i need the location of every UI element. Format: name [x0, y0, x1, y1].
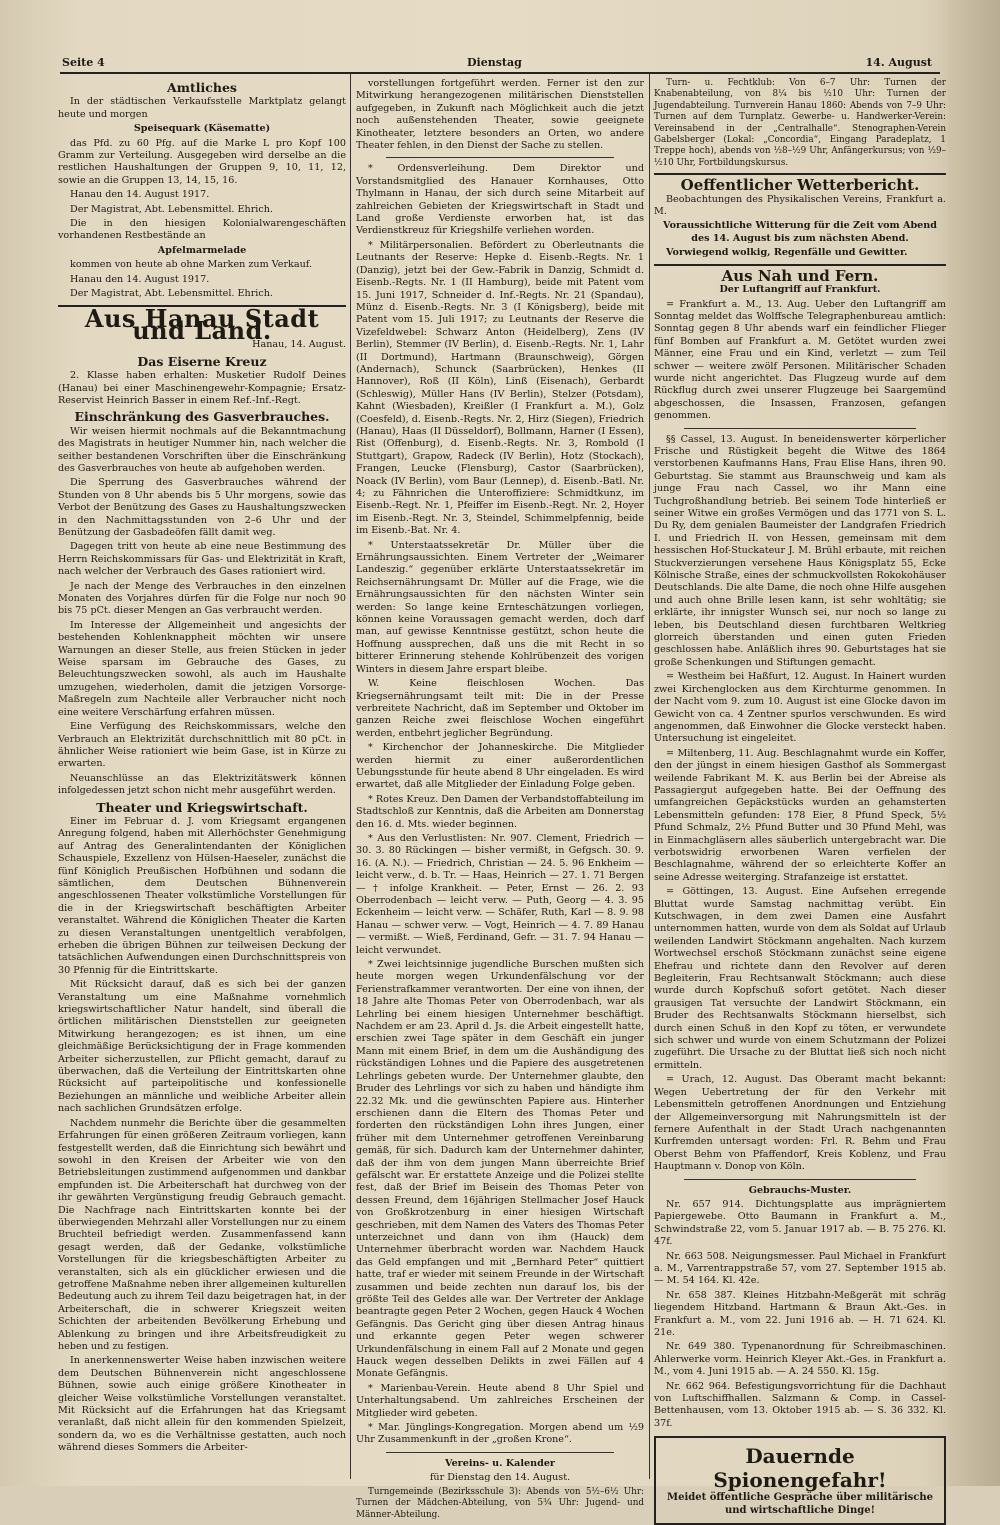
dateline: Hanau, 14. August.	[252, 339, 346, 351]
notice-text: In der städtischen Verkaufsstelle Marktplatz gelangt heute und morgen	[58, 96, 346, 120]
article-heading: Einschränkung des Gasverbrauches.	[74, 409, 330, 425]
article-text: vorstellungen fortgeführt werden. Ferner ist den zur Mitwirkung herangezogenen militärischen Dienststellen aufgegeben, in Zukunft nach Möglichkeit auch die jetzt noch außenstehenden Theater, sowie geeignete Kinotheater, letztere besonders an Orten, wo andere Theater fehlen, in den Dienst der Sache zu stellen.	[356, 78, 644, 152]
news-item: * Kirchenchor der Johanneskirche. Die Mitglieder werden hiermit zu einer außerordentlichen Uebungsstunde für heute abend 8 Uhr eingeladen. Es wird erwartet, daß alle Mitglieder der Einladung Folge geben.	[356, 742, 644, 791]
column-2	[356, 78, 644, 1520]
news-item: * Mar. Jünglings-Kongregation. Morgen abend um ½9 Uhr Zusammenkunft in der „großen Krone“.	[356, 1422, 644, 1446]
notice-signature: Der Magistrat, Abt. Lebensmittel. Ehrich.	[70, 288, 273, 300]
section-rule	[654, 264, 946, 266]
article-rule	[684, 1179, 916, 1180]
news-item: * Militärpersonalien. Befördert zu Oberleutnants die Leutnants der Reserve: Hepke d. Eisenb.-Regts. Nr. 1 (Danzig), jetzt bei der Gew.-Fabrik in Danzig, Schmidt d. Eisenb.-Regts. Nr. 1 (II Hamburg), beide mit Patent vom 15. Juni 1917, Schneider d. Inf.-Regts. Nr. 21 (Spandau), Münz d. Eisenb.-Regts. Nr. 3 (I Königsberg), beide mit Patent vom 15. Juli 1917; zu Leutnants der Reserve die Vizefeldwebel: Schwarz Anton (Heidelberg), Zens (IV Berlin), Stemmer (IV Berlin), d. Eisenb.-Regts. Nr. 1, Lahr (II Dortmund), Hartmann (Braunschweig), Görgen (Andernach), Schunck (Saarbrücken), Henkes (II Hannover), Roß (II Köln), Linß (Eisenach), Gerbardt (Schleswig), Müller Hans (IV Berlin), Stelzer (Potsdam), Kahnt (Wiesbaden), Kreißler (I Frankfurt a. M.), Golz (Coesfeld), d. Eisenb.-Regts. Nr. 2, Hirz (Siegen), Friedrich (Hanau), Haas (II Düsseldorf), Bollmann, Harner (I Essen), Rist (Offenburg), d. Eisenb.-Regts. Nr. 3, Rombold (I Stuttgart), Grapow, Radeck (IV Berlin), Hotz (Stockach), Frangen, Leucke (Flensburg), Castor (Saarbrücken), Noack (IV Berlin), vom Baur (Lennep), d. Eisenb.-Batl. Nr. 4; zu Fähnrichen die Unteroffiziere: Schmidtkunz, im Eisenb.-Regt. Nr. 1, Pfeiffer im Eisenb.-Regt. Nr. 2, Hoyer im Eisenb.-Regt. Nr. 3, Steindel, Schimmelpfennig, beide im Eisenb.-Bat. Nr. 4.	[356, 239, 644, 537]
patents-heading: Gebrauchs-Muster.	[748, 1184, 852, 1196]
weather-forecast: Vorwiegend wolkig, Regenfälle und Gewitter.	[666, 247, 908, 259]
column-divider	[350, 74, 351, 1479]
article-text: Eine Verfügung des Reichskommissars, welche den Verbrauch an Elektrizität durchschnittlich mit 80 pCt. in ähnlicher Weise rationiert wie beim Gase, ist in Kürze zu erwarten.	[58, 721, 346, 770]
weather-heading: Oeffentlicher Wetterbericht.	[680, 176, 920, 195]
notice-signature: Der Magistrat, Abt. Lebensmittel. Ehrich.	[70, 203, 273, 215]
news-item: * Zwei leichtsinnige jugendliche Burschen mußten sich heute morgen wegen Urkundenfälschung vor der Ferienstrafkammer verantworten. Der eine von ihnen, der 18 Jahre alte Thomas Peter von Oberrodenbach, war als Lehrling bei einem hiesigen Unternehmer beschäftigt. Nachdem er am 23. April d. Js. die Arbeit eingestellt hatte, erschien zwei Tage später in dem Geschäft ein junger Mann mit einem Brief, in dem um die Aushändigung des rückständigen Lohnes und die Papiere des ausgetretenen Lehrlings gebeten wurde. Der Unternehmer glaubte, den Bruder des Lehrlings vor sich zu haben und händigte ihm 22.32 Mk. und die gewünschten Papiere aus. Hinterher erschienen dann die Eltern des Thomas Peter und forderten den rückständigen Lohn ihres Jungen, einer früher mit dem Unternehmer getroffenen Vereinbarung gemäß, für sich. Dadurch kam der Unternehmer dahinter, daß der ihm von dem jungen Mann überreichte Brief gefälscht war. Er erstattete Anzeige und die Polizei stellte fest, daß der Brief im Beisein des Thomas Peter von dessen Freund, dem 16jährigen Stellmacher Josef Hauck von Großkrotzenburg in einer hiesigen Wirtschaft geschrieben, mit dem Namen des Vaters des Thomas Peter unterzeichnet und dann von ihm (Hauck) dem Unternehmer überbracht worden war. Nachdem Hauck das Geld empfangen und mit „Bernhard Peter“ quittiert hatte, traf er wieder mit seinem Freunde in der Wirtschaft zusammen und beide zechten nun darauf los, bis der größte Teil des Geldes alle war. Der Vertreter der Anklage beantragte gegen Peter 2 Wochen, gegen Hauck 4 Wochen Gefängnis. Das Gericht ging über diesen Antrag hinaus und erkannte gegen Peter wegen schwerer Urkundenfälschung in einem Fall auf 2 Monate und gegen Hauck wegen desselben Delikts in zwei Fällen auf 4 Monate Gefängnis.	[356, 959, 644, 1380]
notice-product: Speisequark (Käsematte)	[133, 123, 271, 135]
notice-text: Die in den hiesigen Kolonialwarengeschäften vorhandenen Restbestände an	[58, 218, 346, 242]
calendar-entry: Turngemeinde (Bezirksschule 3): Abends von 5½–6½ Uhr: Turnen der Mädchen-Abteilung, von 5¾ Uhr: Jugend- und Männer-Abteilung.	[356, 1486, 644, 1520]
article-text: Im Interesse der Allgemeinheit und angesichts der bestehenden Kohlenknappheit möchten wir unsere Warnungen an dieser Stelle, aus freien Stücken in jeder Weise sparsam im Gebrauche des Gases, zu Beleuchtungszwecken sowohl, als auch im Haushalte umzugehen, wiederholen, damit die jetzigen Vorsorge-Maßregeln zum Nachteile aller Verbraucher nicht noch eine weitere Verschärfung erfahren müssen.	[58, 619, 346, 718]
amtliches-heading: Amtliches	[167, 80, 237, 95]
section-heading: Aus Nah und Fern.	[721, 266, 879, 285]
news-item: = Miltenberg, 11. Aug. Beschlagnahmt wurde ein Koffer, den der jüngst in einem hiesigen Gasthof als Sommergast weilende Fabrikant M. K. aus Berlin bei der Abreise als Passagiergut aufgegeben hatte. Bei der Oeffnung des umfangreichen Gepäckstücks wurden an gehamsterten Lebensmitteln gefunden: 178 Eier, 8 Pfund Speck, 5½ Pfund Schmalz, 2½ Pfund Butter und 30 Pfund Mehl, was in Einmachgläsern alles säuberlich untergebracht war. Die verbotswidrig erworbenen Waren verfielen der Beschlagnahme, während der so erleichterte Koffer an seine Adresse weiterging. Strafanzeige ist erstattet.	[654, 747, 946, 883]
column-divider	[649, 74, 650, 1479]
weather-period: Voraussichtliche Witterung für die Zeit vom Abend des 14. August bis zum nächsten Abend.	[663, 220, 937, 244]
article-heading: Das Eiserne Kreuz	[137, 353, 267, 369]
news-item: = Göttingen, 13. August. Eine Aufsehen erregende Bluttat wurde Samstag nachmittag verübt. Ein Kutschwagen, in dem zwei Damen eine Ausfahrt unternommen hatten, wurde von dem als Soldat auf Urlaub weilenden Landwirt Stöckmann angehalten. Nach kurzem Wortwechsel erschoß Stöckmann zunächst seine eigene Ehefrau und richtete dann den Revolver auf deren Begleiterin, Frau Rechtsanwalt Stöckmann; auch diese wurde durch Kopfschuß sofort getötet. Nach dieser grausigen Tat versuchte der Landwirt Stöckmann, ein Bruder des Rechtsanwalts Stöckmann hierselbst, sich durch einen Schuß in den Kopf zu töten, er verwundete sich schwer und wurde von einem Schutzmann der Polizei zugeführt. Die Ursache zu der Bluttat ließ sich noch nicht ermitteln.	[654, 886, 946, 1071]
article-text: Wir weisen hiermit nochmals auf die Bekanntmachung des Magistrats in heutiger Nummer hin, nach welcher die seither bestandenen Vorschriften über die Einschränkung des Gasverbrauches von heute ab aufgehoben werden.	[58, 425, 346, 474]
warning-text: Meidet öffentliche Gespräche über militärische und wirtschaftliche Dinge!	[667, 1492, 933, 1516]
news-item: = Westheim bei Haßfurt, 12. August. In Hainert wurden zwei Kirchenglocken aus dem Kirchturme genommen. In der Nacht vom 9. zum 10. August ist eine Glocke davon im Gewicht von ca. 4 Zentner spurlos verschwunden. Es wird angenommen, daß Einwohner die Glocke versteckt haben. Untersuchung ist eingeleitet.	[654, 671, 946, 745]
article-text: Dagegen tritt von heute ab eine neue Bestimmung des Herrn Reichskommissars für Gas- und Elektrizität in Kraft, nach welcher der Verbrauch des Gases rationiert wird.	[58, 541, 346, 578]
news-item: W. Keine fleischlosen Wochen. Das Kriegsernährungsamt teilt mit: Die in der Presse verbreitete Nachricht, daß im September und Oktober im ganzen Reiche zwei fleischlose Wochen eingeführt werden, entbehrt jeglicher Begründung.	[356, 678, 644, 739]
patent-entry: Nr. 662 964. Befestigungsvorrichtung für die Dachhaut von Luftschiffhallen. Salzmann & Comp. in Cassel-Bettenhausen, vom 13. Oktober 1915 ab. — S. 36 332. Kl. 37f.	[654, 1380, 946, 1429]
section-title: Aus Hanau Stadt und Land.	[84, 303, 320, 345]
news-item: * Rotes Kreuz. Den Damen der Verbandstoffabteilung im Stadtschloß zur Kenntnis, daß die Arbeiten am Donnerstag den 16. d. Mts. wieder beginnen.	[356, 793, 644, 830]
warning-title: Dauernde Spionengefahr!	[713, 1444, 887, 1493]
warning-box	[654, 1436, 946, 1525]
article-text: 2. Klasse haben erhalten: Musketier Rudolf Deines (Hanau) bei einer Maschinengewehr-Kompagnie; Ersatz-Reservist Heinrich Basser in einem Ref.-Inf.-Regt.	[58, 370, 346, 406]
calendar-heading: Vereins- u. Kalender	[445, 1457, 555, 1469]
calendar-entry: Turn- u. Fechtklub: Von 6–7 Uhr: Turnen der Knabenabteilung, von 8¼ bis ½10 Uhr: Turnen der Jugendabteilung. Turnverein Hanau 1860: Abends von 7–9 Uhr: Turnen auf dem Turnplatz. Gewerbe- u. Handwerker-Verein: Vereinsabend in der „Centralhalle“. Stenographen-Verein Gabelsberger (Lokal: „Concordia“, Eingang Paradeplatz, 1 Treppe hoch), abends von ½8–½9 Uhr, Anfängerkursus; von ½9–½10 Uhr, Fortbildungskursus.	[654, 78, 946, 168]
header-rule	[60, 72, 940, 74]
notice-text: das Pfd. zu 60 Pfg. auf die Marke L pro Kopf 100 Gramm zur Verteilung. Ausgegeben wird derselbe an die restlichen Haushaltungen der Gruppen 9, 10, 11, 12, sowie an die Gruppen 13, 14, 15, 16.	[58, 137, 346, 186]
weather-source: Beobachtungen des Physikalischen Vereins, Frankfurt a. M.	[654, 193, 946, 218]
patent-entry: Nr. 657 914. Dichtungsplatte aus imprägniertem Papiergewebe. Otto Baumann in Frankfurt a. M., Schwindstraße 22, vom 5. Januar 1917 ab. — B. 75 276. Kl. 47f.	[654, 1198, 946, 1248]
notice-date: Hanau den 14. August 1917.	[70, 273, 210, 285]
article-text: Mit Rücksicht darauf, daß es sich bei der ganzen Veranstaltung um eine Maßnahme vornehmlich kriegswirtschaftlicher Natur handelt, sind überall die örtlichen militärischen Dienststellen zur geeigneten Mitwirkung herangezogen; es ist ihnen, um eine gleichmäßige Berücksichtigung der in Frage kommenden Arbeiter sicherzustellen, zur Pflicht gemacht, darauf zu überwachen, daß die Verteilung der Eintrittskarten ohne Rücksicht auf parteipolitische und konfessionelle Beziehungen an männliche und weibliche Arbeiter allein nach sachlichen Grundsätzen erfolge.	[58, 979, 346, 1115]
patent-entry: Nr. 658 387. Kleines Hitzbahn-Meßgerät mit schräg liegendem Hitzband. Hartmann & Braun Akt.-Ges. in Frankfurt a. M., vom 22. Juni 1916 ab. — H. 71 624. Kl. 21e.	[654, 1289, 946, 1338]
article-rule	[386, 1452, 614, 1453]
news-item: = Urach, 12. August. Das Oberamt macht bekannt: Wegen Uebertretung der für den Verkehr mit Lebensmitteln getroffenen Anordnungen und Entziehung der Allgemeinversorgung mit Nahrungsmitteln ist der fernere Aufenthalt in der Stadt Urach nachgenannten Kurfremden untersagt worden: Frl. R. Behm und Frau Oberst Behm von Pfaffendorf, Kreis Koblenz, und Frau Hauptmann v. Donop von Köln.	[654, 1074, 946, 1173]
article-text: Nachdem nunmehr die Berichte über die gesammelten Erfahrungen für einen größeren Zeitraum vorliegen, kann festgestellt werden, daß die Einrichtung sich bewährt und sowohl in den Kreisen der Arbeiter wie von den Betriebsleitungen zustimmend aufgenommen und dankbar empfunden ist. Die Arbeiterschaft hat durchweg von der ihr gewährten Vergünstigung freudig Gebrauch gemacht. Die Nachfrage nach Eintrittskarten konnte bei der überwiegenden Mehrzahl aller Vorstellungen nur zu einem Bruchteil befriedigt werden. Zusammenfassend kann gesagt werden, daß der Gedanke, volkstümliche Vorstellungen für die kriegsbeschäftigten Arbeiter zu veranstalten, sich als ein glücklicher erwiesen und die getroffene Maßnahme neben ihrer allgemeinen kulturellen Bedeutung auch zu ihrem Teil dazu beigetragen hat, in der Arbeiterschaft, die in schwerer Kriegszeit weiten Schichten der arbeitenden Bevölkerung Erhebung und Ablenkung zu bringen und ihre Arbeitsfreudigkeit zu heben und zu festigen.	[58, 1117, 346, 1352]
news-item: §§ Cassel, 13. August. In beneidenswerter körperlicher Frische und Rüstigkeit begeht die Witwe des 1864 verstorbenen Kaufmanns Hans, Frau Elise Hans, ihren 90. Geburtstag. Sie stammt aus Braunschweig und kam als junge Frau nach Cassel, wo ihr Mann eine Tuchgroßhandlung betrieb. Bei seinem Tode hinterließ er seiner Witwe ein großes Vermögen und das 1771 von S. L. Du Ry, dem genialen Baumeister der Landgrafen Friedrich I. und Friedrich II. von Hessen, gemeinsam mit dem hessischen Hof-Stuckateur J. M. Brühl erbaute, mit reichen Stuckverzierungen versehene Haus Königsplatz 55, Ecke Kölnische Straße, eines der schmuckvollsten Rokokohäuser Deutschlands. Die alte Dame, die noch ohne Hilfe ausgehen und auch ohne Brille lesen kann, ist sehr wohltätig; sie erklärte, ihr innigster Wunsch sei, nur noch so lange zu leben, bis Deutschland diesen furchtbaren Weltkrieg glorreich überstanden und einen guten Frieden geschlossen habe. Anläßlich ihres 90. Geburtstages hat sie große Schenkungen und Stiftungen gemacht.	[654, 433, 946, 668]
notice-text: kommen von heute ab ohne Marken zum Verkauf.	[70, 259, 313, 271]
header-date: 14. August	[865, 56, 932, 69]
article-text: Die Sperrung des Gasverbrauches während der Stunden von 8 Uhr abends bis 5 Uhr morgens, sowie das Verbot der Benützung des Gases zu Haushaltungszwecken in den Nachmittagsstunden von 2–6 Uhr und der Benützung der Gasbadeöfen fällt damit weg.	[58, 477, 346, 538]
page-number: Seite 4	[62, 56, 105, 69]
page-header	[62, 56, 932, 70]
header-day: Dienstag	[467, 56, 522, 69]
article-heading: Theater und Kriegswirtschaft.	[96, 799, 308, 815]
article-rule	[684, 428, 916, 429]
article-subheading: Der Luftangriff auf Frankfurt.	[719, 284, 881, 296]
section-rule	[654, 173, 946, 175]
article-text: In anerkennenswerter Weise haben inzwischen weitere dem Deutschen Bühnenverein nicht angeschlossene Bühnen, sowie auch einige größere Kinotheater in gleicher Weise volkstümliche Vorstellungen veranstaltet. Mit Rücksicht auf die Erfahrungen hat das Kriegsamt veranlaßt, daß nicht allein für den kommenden Spielzeit, sondern da, wo es die Verhältnisse gestatten, auch noch während dieses Sommers die Arbeiter-	[58, 1355, 346, 1454]
column-3	[654, 78, 946, 1516]
news-item: * Unterstaatssekretär Dr. Müller über die Ernährungsaussichten. Einem Vertreter der „Weimarer Landeszig.“ gegenüber erklärte Unterstaatssekretär im Reichsernährungsamt Dr. Müller auf die Frage, wie die Ernährungsaussichten für den nächsten Winter sein werden: So lange keine Ernteschätzungen vorliegen, können keine Voraussagen gemacht werden, doch darf man, auf gewisse Kenntnisse gestützt, schon heute die Hoffnung aussprechen, daß uns die mit Recht in so bitterer Erinnerung stehende Kohlrübenzeit des vorigen Winters in diesem Jahre erspart bleibe.	[356, 539, 644, 675]
patent-entry: Nr. 649 380. Typenanordnung für Schreibmaschinen. Ahlerwerke vorm. Heinrich Kleyer Akt.-Ges. in Frankfurt a. M., vom 4. Juni 1915 ab. — A. 24 550. Kl. 15g.	[654, 1341, 946, 1378]
article-text: Neuanschlüsse an das Elektrizitätswerk können infolgedessen jetzt schon nicht mehr ausgeführt werden.	[58, 772, 346, 797]
news-item: = Frankfurt a. M., 13. Aug. Ueber den Luftangriff am Sonntag meldet das Wolffsche Telegraphenbureau amtlich: Sonntag gegen 8 Uhr abends warf ein feindlicher Flieger fünf Bomben auf Frankfurt a. M. Getötet wurden zwei Männer, eine Frau und ein Kind, verletzt — zum Teil schwer — weitere zwölf Personen. Militärischer Schaden wurde nicht angerichtet. Das Flugzeug wurde auf dem Rückflug durch zwei unserer Flugzeuge bei Saargemünd abgeschossen, die Insassen, Franzosen, gefangen genommen.	[654, 298, 946, 422]
patent-entry: Nr. 663 508. Neigungsmesser. Paul Michael in Frankfurt a. M., Varrentrappstraße 57, vom 27. September 1915 ab. — M. 54 164. Kl. 42e.	[654, 1250, 946, 1287]
article-rule	[386, 157, 614, 158]
calendar-subheading: für Dienstag den 14. August.	[429, 1472, 571, 1484]
news-item: * Aus den Verlustlisten: Nr. 907. Clement, Friedrich — 30. 3. 80 Rückingen — bisher vermißt, in Gefgsch. 30. 9. 16. (A. N.). — Friedrich, Christian — 24. 5. 96 Enkheim — leicht verw., d. b. Tr. — Haas, Heinrich — 27. 1. 71 Bergen — † infolge Krankheit. — Peter, Ernst — 26. 2. 93 Oberrodenbach — leicht verw. — Puth, Georg — 4. 3. 95 Eckenheim — leicht verw. — Schäfer, Ruth, Karl — 8. 9. 98 Hanau — schwer verw. — Vogt, Heinrich — 4. 7. 89 Hanau — vermißt. — Wieß, Ferdinand, Gefr. — 31. 7. 94 Hanau — leicht verwundet.	[356, 832, 644, 956]
article-text: Einer im Februar d. J. vom Kriegsamt ergangenen Anregung folgend, haben mit Allerhöchster Genehmigung auf Antrag des Generalintendanten der Königlichen Schauspiele, Exzellenz von Hülsen-Haeseler, zunächst die fünf Königlich Preußischen Hofbühnen und sodann die sämtlichen, dem Deutschen Bühnenverein angeschlossenen Theater volkstümliche Vorstellungen für die in der Kriegswirtschaft beschäftigten Arbeiter veranstaltet. Während die Königlichen Theater die Karten zu diesen Veranstaltungen unentgeltlich verabfolgen, erheben die übrigen Bühnen zur teilweisen Deckung der tatsächlichen Aufwendungen einen Durchschnittspreis von 30 Pfennig für die Eintrittskarte.	[58, 815, 346, 976]
news-item: * Marienbau-Verein. Heute abend 8 Uhr Spiel und Unterhaltungsabend. Um zahlreiches Erscheinen der Mitglieder wird gebeten.	[356, 1382, 644, 1419]
notice-date: Hanau den 14. August 1917.	[70, 189, 210, 201]
article-text: Je nach der Menge des Verbrauches in den einzelnen Monaten des Vorjahres dürfen für die Folge nur noch 90 bis 75 pCt. dieser Mengen an Gas verbraucht werden.	[58, 580, 346, 617]
notice-product: Apfelmarmelade	[157, 244, 247, 256]
news-item: * Ordensverleihung. Dem Direktor und Vorstandsmitglied des Hanauer Kornhauses, Otto Thylmann in Hanau, der sich durch seine Mitarbeit auf zahlreichen Gebieten der Kriegswirtschaft in Stadt und Land große Verdienste erworben hat, ist das Verdienstkreuz für Kriegshilfe verliehen worden.	[356, 163, 644, 237]
column-1	[58, 78, 346, 1478]
adjacent-page-edge	[948, 0, 1000, 1486]
